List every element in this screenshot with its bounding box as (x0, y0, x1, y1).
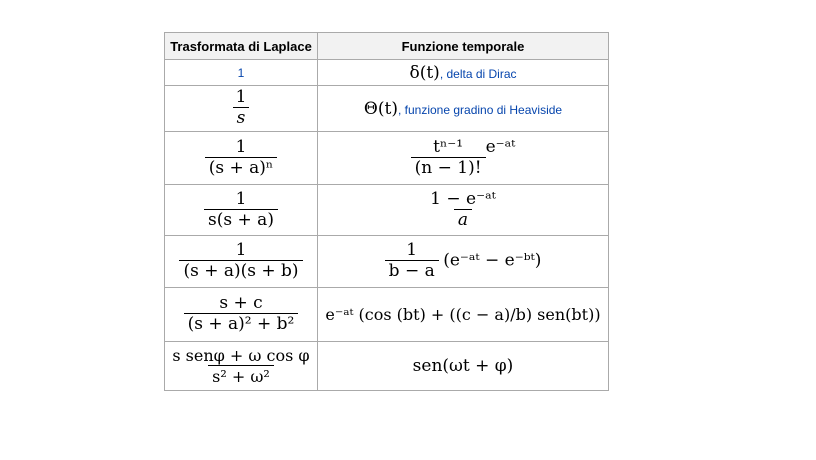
numerator: 1 (235, 87, 247, 107)
numerator: 1 (235, 188, 247, 209)
laplace-expr: 1 (237, 65, 245, 80)
laplace-cell (165, 86, 318, 132)
laplace-cell (165, 288, 318, 342)
fraction (168, 346, 313, 387)
time-cell (318, 288, 609, 342)
denominator: (s + a)² + b² (184, 313, 299, 335)
exp-factor: e⁻ᵃᵗ (485, 137, 516, 158)
time-expr: sen(ωt + φ) (412, 356, 514, 376)
fraction (426, 190, 500, 231)
numerator: s + c (219, 293, 263, 313)
laplace-cell (165, 342, 318, 391)
table-row (165, 342, 609, 391)
time-cell (318, 342, 609, 391)
denominator: a (454, 209, 472, 231)
table-row (165, 86, 609, 132)
time-expr: δ(t) (409, 62, 440, 83)
numerator: 1 (406, 240, 418, 260)
time-cell: δ(t), delta di Dirac (318, 60, 609, 86)
denominator: (s + a)(s + b) (179, 260, 302, 282)
denominator: (s + a)ⁿ (205, 157, 278, 179)
fraction (385, 241, 439, 282)
fraction (184, 294, 299, 335)
laplace-cell (165, 60, 318, 86)
table-row (165, 132, 609, 185)
dirac-delta-link[interactable]: delta di Dirac (446, 66, 517, 81)
table-row (165, 236, 609, 288)
table-header-row (165, 33, 609, 60)
denominator: s (233, 107, 250, 129)
time-cell (318, 132, 609, 185)
time-cell (318, 236, 609, 288)
numerator: s senφ + ω cos φ (172, 345, 310, 365)
time-cell (318, 185, 609, 236)
heaviside-step-link[interactable]: funzione gradino di Heaviside (404, 102, 563, 117)
laplace-cell (165, 236, 318, 288)
fraction (179, 241, 302, 282)
numerator: 1 − e⁻ᵃᵗ (430, 188, 496, 209)
table-row (165, 288, 609, 342)
numerator: 1 (235, 136, 247, 157)
fraction (204, 190, 278, 231)
fraction (205, 138, 278, 179)
denominator: s(s + a) (204, 209, 278, 231)
header-time-function: Funzione temporale (318, 33, 609, 60)
laplace-cell (165, 185, 318, 236)
denominator: (n − 1)! (411, 157, 486, 179)
laplace-transform-table (164, 32, 609, 391)
table-row (165, 185, 609, 236)
numerator: 1 (235, 240, 247, 260)
numerator: tⁿ⁻¹ (433, 136, 464, 157)
denominator: b − a (385, 260, 439, 282)
time-expr: Θ(t) (363, 98, 398, 119)
header-laplace: Trasformata di Laplace (165, 33, 318, 60)
time-expr: e⁻ᵃᵗ (cos (bt) + ((c − a)/b) sen(bt)) (325, 304, 601, 324)
time-cell: Θ(t), funzione gradino di Heaviside (318, 86, 609, 132)
exp-difference: (e⁻ᵃᵗ − e⁻ᵇᵗ) (443, 250, 542, 271)
table-row (165, 60, 609, 86)
fraction (232, 88, 251, 129)
laplace-cell (165, 132, 318, 185)
denominator: s² + ω² (208, 365, 274, 387)
fraction (411, 138, 486, 179)
